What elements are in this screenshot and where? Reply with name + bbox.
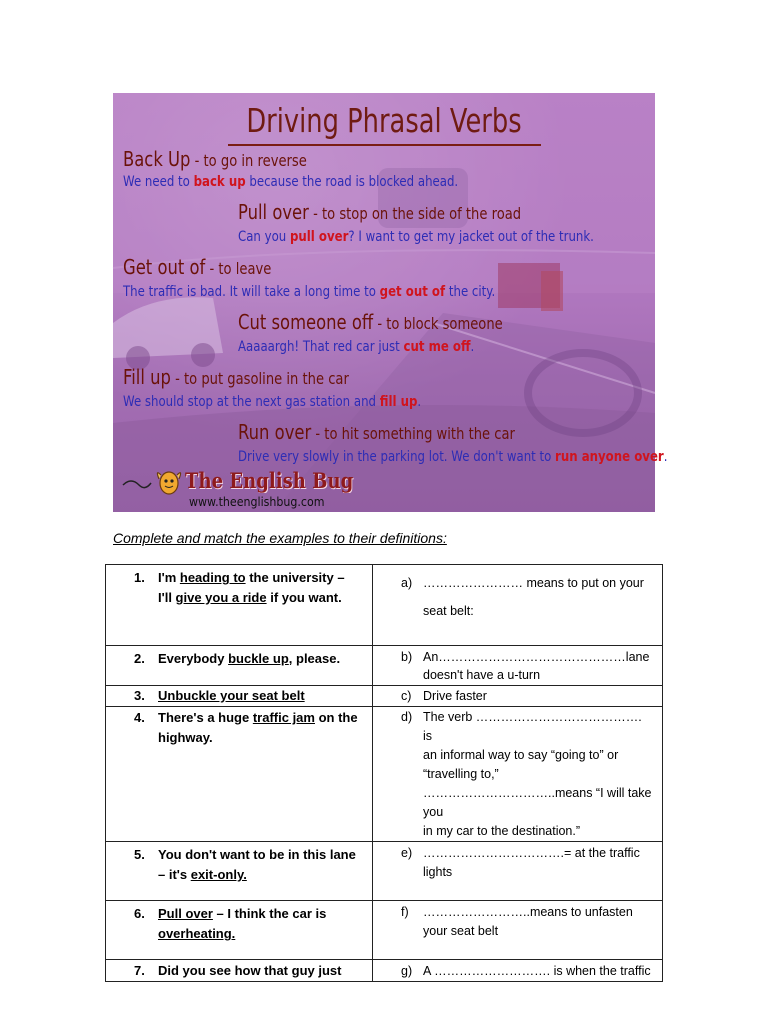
title-underline <box>228 144 541 146</box>
example-highlight: fill up <box>379 394 418 410</box>
question-fragment: There's a huge <box>158 710 253 725</box>
poster-example-run-over <box>238 449 667 465</box>
answer-line: doesn't have a u-turn <box>423 668 541 682</box>
answer-letter: a) <box>401 576 413 590</box>
question-fragment: , please. <box>288 651 341 666</box>
answer-line: …………………………….= at the traffic <box>423 846 640 860</box>
example-text: We need to <box>123 174 194 190</box>
poster-example-fill-up <box>123 394 421 410</box>
answer-line: …………………… means to put on your <box>423 576 644 590</box>
answer-cell <box>373 646 663 686</box>
answer-line: …………………………..means “I will take you <box>423 786 652 819</box>
underlined-phrase: traffic jam <box>252 710 315 725</box>
answer-letter: f) <box>401 905 409 919</box>
example-text: ? I want to get my jacket out of the trunk. <box>348 229 594 245</box>
example-text: . <box>663 449 668 465</box>
worksheet-instruction: Complete and match the examples to their definitions: <box>113 530 447 546</box>
table-row <box>106 901 663 960</box>
underlined-phrase: give you a ride <box>175 590 267 605</box>
poster-example-pull-over <box>238 229 594 245</box>
question-text <box>158 651 340 666</box>
verb-term: Run over <box>238 420 312 444</box>
question-cell <box>106 686 373 707</box>
underlined-phrase: exit-only. <box>190 867 247 882</box>
answer-cell <box>373 960 663 982</box>
answer-line: in my car to the destination.” <box>423 824 581 838</box>
table-row <box>106 960 663 982</box>
verb-term: Pull over <box>238 200 309 224</box>
table-row <box>106 565 663 646</box>
answer-line: seat belt: <box>423 604 474 618</box>
answer-cell <box>373 707 663 842</box>
answer-line: ……………………..means to unfasten <box>423 905 633 919</box>
poster-verb-cut-someone-off <box>238 310 503 334</box>
question-fragment: Did you see how that guy just <box>158 963 342 978</box>
poster-image <box>113 93 668 512</box>
answer-line: lights <box>423 865 453 879</box>
verb-definition: - to leave <box>205 259 272 278</box>
example-text: Drive very slowly in the parking lot. We don't want to <box>238 449 556 465</box>
table-row <box>106 842 663 901</box>
logo-brand-text: The English Bug <box>185 468 354 493</box>
verb-definition: - to stop on the side of the road <box>308 204 522 223</box>
verb-definition: - to block someone <box>373 314 503 333</box>
question-number: 3. <box>134 688 145 703</box>
answer-line: an informal way to say “going to” or <box>423 748 619 762</box>
answer-letter: d) <box>401 710 413 724</box>
table-row <box>106 707 663 842</box>
poster-verb-back-up <box>123 147 307 171</box>
question-number: 6. <box>134 906 145 921</box>
answer-text <box>423 708 654 841</box>
verb-definition: - to go in reverse <box>190 151 307 170</box>
question-number: 5. <box>134 847 145 862</box>
poster-example-back-up <box>123 174 458 190</box>
question-cell <box>106 901 373 960</box>
answer-line: your seat belt <box>423 924 499 938</box>
question-text <box>158 906 326 941</box>
poster-verb-get-out-of <box>123 255 271 279</box>
answer-text <box>423 569 654 625</box>
example-text: because the road is blocked ahead. <box>245 174 459 190</box>
verb-definition: - to hit something with the car <box>311 424 515 443</box>
example-highlight: run anyone over <box>555 449 664 465</box>
question-fragment: – I think the car is <box>212 906 327 921</box>
answer-cell <box>373 842 663 901</box>
example-highlight: back up <box>193 174 246 190</box>
example-text: . <box>417 394 422 410</box>
example-text: Aaaaargh! That red car just <box>238 339 404 355</box>
table-row <box>106 646 663 686</box>
example-text: the city. <box>445 284 496 300</box>
question-cell <box>106 707 373 842</box>
question-number: 7. <box>134 963 145 978</box>
question-fragment: You don't want to be in this lane – it's <box>158 847 356 882</box>
question-text <box>158 710 358 745</box>
example-text: . <box>470 339 475 355</box>
question-number: 1. <box>134 570 145 585</box>
question-fragment: I'm <box>158 570 180 585</box>
answer-line: A ………………………. is when the traffic <box>423 964 651 978</box>
question-cell <box>106 646 373 686</box>
table-body <box>106 565 663 982</box>
answer-line: Drive faster <box>423 689 487 703</box>
poster-verb-run-over <box>238 420 515 444</box>
underlined-phrase: buckle up <box>228 651 289 666</box>
answer-text <box>423 961 654 981</box>
question-text <box>158 688 305 703</box>
underlined-phrase: Pull over <box>158 906 213 921</box>
question-cell <box>106 565 373 646</box>
underlined-phrase: overheating. <box>158 926 236 941</box>
answer-cell <box>373 686 663 707</box>
answer-line: An………………………………………lane <box>423 650 650 664</box>
question-number: 2. <box>134 651 145 666</box>
poster-example-cut-someone-off <box>238 339 474 355</box>
poster-verb-fill-up <box>123 365 349 389</box>
answer-cell <box>373 901 663 960</box>
matching-exercise-table <box>105 564 663 982</box>
underlined-phrase: Unbuckle your seat belt <box>158 688 305 703</box>
verb-term: Back Up <box>123 147 191 171</box>
answer-text <box>423 844 654 882</box>
example-highlight: pull over <box>289 229 349 245</box>
table-row <box>106 686 663 707</box>
example-text: We should stop at the next gas station and <box>123 394 380 410</box>
answer-letter: e) <box>401 846 413 860</box>
answer-letter: g) <box>401 964 413 978</box>
answer-text <box>423 686 654 706</box>
verb-definition: - to put gasoline in the car <box>170 369 349 388</box>
question-text <box>158 963 341 978</box>
verb-term: Fill up <box>123 365 171 389</box>
question-fragment: Everybody <box>158 651 229 666</box>
answer-letter: c) <box>401 689 412 703</box>
english-bug-logo-icon <box>121 467 183 497</box>
example-text: The traffic is bad. It will take a long time to <box>123 284 380 300</box>
answer-line: The verb …………………………………. is <box>423 710 642 743</box>
poster-example-get-out-of <box>123 284 495 300</box>
question-cell <box>106 842 373 901</box>
question-cell <box>106 960 373 982</box>
answer-text <box>423 648 654 684</box>
verb-term: Get out of <box>123 255 206 279</box>
poster-title: Driving Phrasal Verbs <box>246 101 522 140</box>
answer-line: “travelling to,” <box>423 767 499 781</box>
question-fragment: on the highway. <box>158 710 358 745</box>
answer-cell <box>373 565 663 646</box>
question-fragment: the university – I'll <box>158 570 345 605</box>
answer-letter: b) <box>401 650 413 664</box>
question-number: 4. <box>134 710 145 725</box>
verb-term: Cut someone off <box>238 310 374 334</box>
question-text <box>158 570 345 605</box>
example-highlight: cut me off <box>403 339 471 355</box>
answer-text <box>423 903 654 941</box>
question-text <box>158 847 356 882</box>
example-text: Can you <box>238 229 290 245</box>
underlined-phrase: heading to <box>179 570 246 585</box>
example-highlight: get out of <box>379 284 446 300</box>
logo-url-text: www.theenglishbug.com <box>189 495 325 509</box>
poster-verb-pull-over <box>238 200 521 224</box>
question-fragment: if you want. <box>266 590 342 605</box>
